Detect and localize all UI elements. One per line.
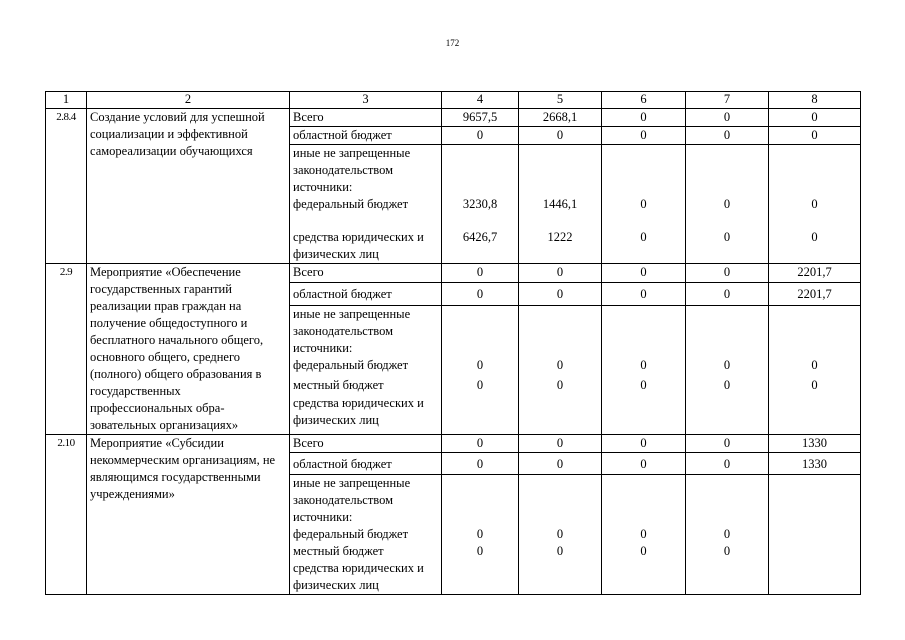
value-cell: 0	[640, 358, 647, 373]
value-cell: 0	[723, 358, 731, 373]
source-label: Всего	[290, 435, 442, 453]
value-cell-group	[769, 145, 861, 264]
value-cell: 0	[640, 197, 647, 211]
source-label: местный бюджет	[293, 378, 384, 393]
value-cell: 0	[519, 264, 602, 283]
value-cell: 0	[686, 264, 769, 283]
header-cell: 7	[686, 92, 769, 109]
table-row	[46, 109, 861, 127]
value-cell: 0	[769, 109, 861, 127]
header-cell: 3	[290, 92, 442, 109]
value-cell-group	[519, 475, 602, 595]
value-cell: 6426,7	[462, 230, 498, 244]
value-cell: 0	[723, 544, 731, 558]
other-sources-label: иные не запрещенные законодательством источники:	[293, 476, 411, 524]
other-sources-label: иные не запрещенные законодательством источники:	[293, 146, 411, 194]
value-cell: 0	[519, 282, 602, 306]
value-cell: 2201,7	[769, 282, 861, 306]
value-cell: 0	[602, 453, 686, 475]
value-cell-group	[442, 475, 519, 595]
value-cell: 0	[640, 544, 647, 558]
source-label: средства юридических и физических лиц	[293, 561, 424, 592]
row-name: Создание условий для успешной социализации и эффективной самореализации обучающихся	[87, 109, 290, 264]
value-cell: 0	[476, 378, 484, 393]
source-label-group	[290, 145, 442, 264]
value-cell-group	[769, 475, 861, 595]
header-cell: 4	[442, 92, 519, 109]
other-sources-label: иные не запрещенные законодательством источники:	[293, 307, 411, 356]
row-id: 2.8.4	[46, 109, 87, 264]
value-cell-group	[442, 306, 519, 435]
source-label: Всего	[290, 109, 442, 127]
value-cell: 0	[519, 127, 602, 145]
value-cell: 0	[442, 453, 519, 475]
value-cell: 0	[519, 453, 602, 475]
value-cell-group	[442, 145, 519, 264]
source-label-group	[290, 306, 442, 435]
value-cell: 0	[769, 127, 861, 145]
budget-table	[45, 91, 861, 595]
value-cell: 0	[556, 358, 564, 373]
value-cell: 0	[811, 358, 818, 373]
source-label: областной бюджет	[290, 453, 442, 475]
value-cell-group	[602, 145, 686, 264]
value-cell: 0	[723, 230, 731, 244]
value-cell: 0	[640, 230, 647, 244]
value-cell-group	[519, 306, 602, 435]
value-cell-group	[686, 145, 769, 264]
value-cell: 1446,1	[542, 197, 578, 211]
value-cell: 0	[519, 435, 602, 453]
value-cell: 0	[686, 282, 769, 306]
header-cell: 6	[602, 92, 686, 109]
source-label: федеральный бюджет	[293, 358, 409, 373]
value-cell: 0	[811, 230, 818, 244]
header-cell: 2	[87, 92, 290, 109]
header-cell: 1	[46, 92, 87, 109]
value-cell: 2201,7	[769, 264, 861, 283]
value-cell: 0	[686, 127, 769, 145]
value-cell-group	[602, 306, 686, 435]
value-cell: 0	[442, 264, 519, 283]
value-cell: 0	[686, 435, 769, 453]
value-cell-group	[769, 306, 861, 435]
table-row	[46, 264, 861, 283]
row-name: Мероприятие «Обеспечение государственных гарантий реализации прав граждан на получение общедоступного и бесплатного начального общего, основного общего, среднего (полного) общего образования в государственных профессиональных обра-зовательных организациях»	[87, 264, 290, 435]
value-cell: 0	[556, 378, 564, 393]
source-label: Всего	[290, 264, 442, 283]
value-cell: 1330	[769, 453, 861, 475]
value-cell: 0	[686, 109, 769, 127]
value-cell: 0	[476, 358, 484, 373]
value-cell: 1330	[769, 435, 861, 453]
value-cell: 0	[556, 527, 564, 541]
value-cell-group	[602, 475, 686, 595]
value-cell: 0	[602, 109, 686, 127]
value-cell: 3230,8	[462, 197, 498, 211]
value-cell: 0	[640, 527, 647, 541]
value-cell: 0	[442, 127, 519, 145]
value-cell: 0	[602, 435, 686, 453]
row-id: 2.9	[46, 264, 87, 435]
page-number: 172	[445, 38, 460, 48]
value-cell-group	[519, 145, 602, 264]
source-label-group	[290, 475, 442, 595]
value-cell: 1222	[547, 230, 573, 244]
header-cell: 5	[519, 92, 602, 109]
value-cell-group	[686, 306, 769, 435]
row-name: Мероприятие «Субсидии некоммерческим организациям, не являющимся государственными учреждениями»	[87, 435, 290, 595]
source-label: средства юридических и физических лиц	[293, 230, 424, 261]
header-row	[46, 92, 861, 109]
value-cell: 0	[723, 527, 731, 541]
value-cell: 0	[811, 197, 818, 211]
source-label: средства юридических и физических лиц	[293, 396, 424, 428]
value-cell: 0	[723, 197, 731, 211]
value-cell-group	[686, 475, 769, 595]
value-cell: 0	[811, 378, 818, 393]
value-cell: 0	[686, 453, 769, 475]
value-cell: 0	[476, 527, 484, 541]
source-label: федеральный бюджет	[293, 527, 409, 541]
value-cell: 0	[723, 378, 731, 393]
source-label: федеральный бюджет	[293, 197, 409, 211]
value-cell: 0	[602, 264, 686, 283]
source-label: областной бюджет	[290, 282, 442, 306]
value-cell: 0	[602, 282, 686, 306]
table-row	[46, 435, 861, 453]
value-cell: 0	[640, 378, 647, 393]
source-label: местный бюджет	[293, 544, 384, 558]
value-cell: 0	[476, 544, 484, 558]
header-cell: 8	[769, 92, 861, 109]
value-cell: 0	[556, 544, 564, 558]
value-cell: 0	[602, 127, 686, 145]
row-id: 2.10	[46, 435, 87, 595]
source-label: областной бюджет	[290, 127, 442, 145]
value-cell: 2668,1	[519, 109, 602, 127]
value-cell: 9657,5	[442, 109, 519, 127]
value-cell: 0	[442, 435, 519, 453]
value-cell: 0	[442, 282, 519, 306]
